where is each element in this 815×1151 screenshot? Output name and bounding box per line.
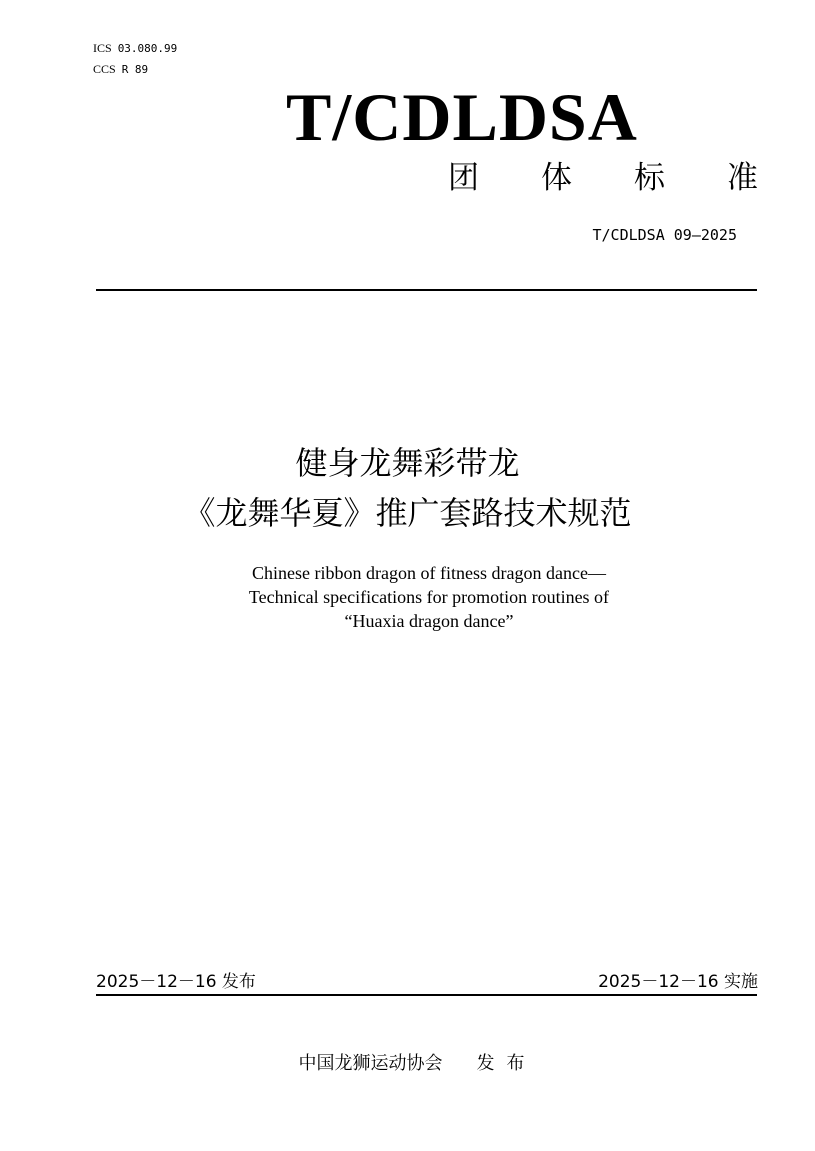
ccs-label: CCS bbox=[93, 62, 116, 76]
standard-type-char: 体 bbox=[541, 160, 572, 196]
publish-action: 发布 bbox=[476, 1053, 537, 1074]
publisher-name: 中国龙狮运动协会 bbox=[298, 1053, 443, 1074]
organization-code-logo: T/CDLDSA bbox=[286, 79, 638, 155]
ccs-code: R 89 bbox=[121, 63, 149, 76]
publisher-line bbox=[0, 1052, 815, 1076]
standard-type-char: 标 bbox=[634, 160, 665, 196]
english-title-line-2: Technical specifications for promotion routines of bbox=[248, 587, 610, 607]
ics-classification bbox=[93, 41, 177, 56]
chinese-title-line-2: 《龙舞华夏》推广套路技术规范 bbox=[183, 494, 632, 532]
ccs-classification bbox=[93, 62, 148, 77]
issue-date: 2025－12－16 发布 bbox=[96, 972, 256, 992]
standard-number: T/CDLDSA 09—2025 bbox=[592, 226, 737, 244]
standard-type-char: 团 bbox=[448, 160, 479, 196]
ics-label: ICS bbox=[93, 41, 112, 55]
standard-type bbox=[448, 157, 758, 199]
implementation-date: 2025－12－16 实施 bbox=[598, 972, 758, 992]
header-divider bbox=[96, 289, 757, 291]
english-title-line-1: Chinese ribbon dragon of fitness dragon dance— bbox=[252, 563, 606, 583]
footer-divider bbox=[96, 994, 757, 996]
chinese-title-line-1: 健身龙舞彩带龙 bbox=[295, 444, 520, 482]
standard-type-char: 准 bbox=[727, 160, 758, 196]
ics-code: 03.080.99 bbox=[117, 42, 178, 55]
english-title-line-3: “Huaxia dragon dance” bbox=[344, 611, 514, 631]
